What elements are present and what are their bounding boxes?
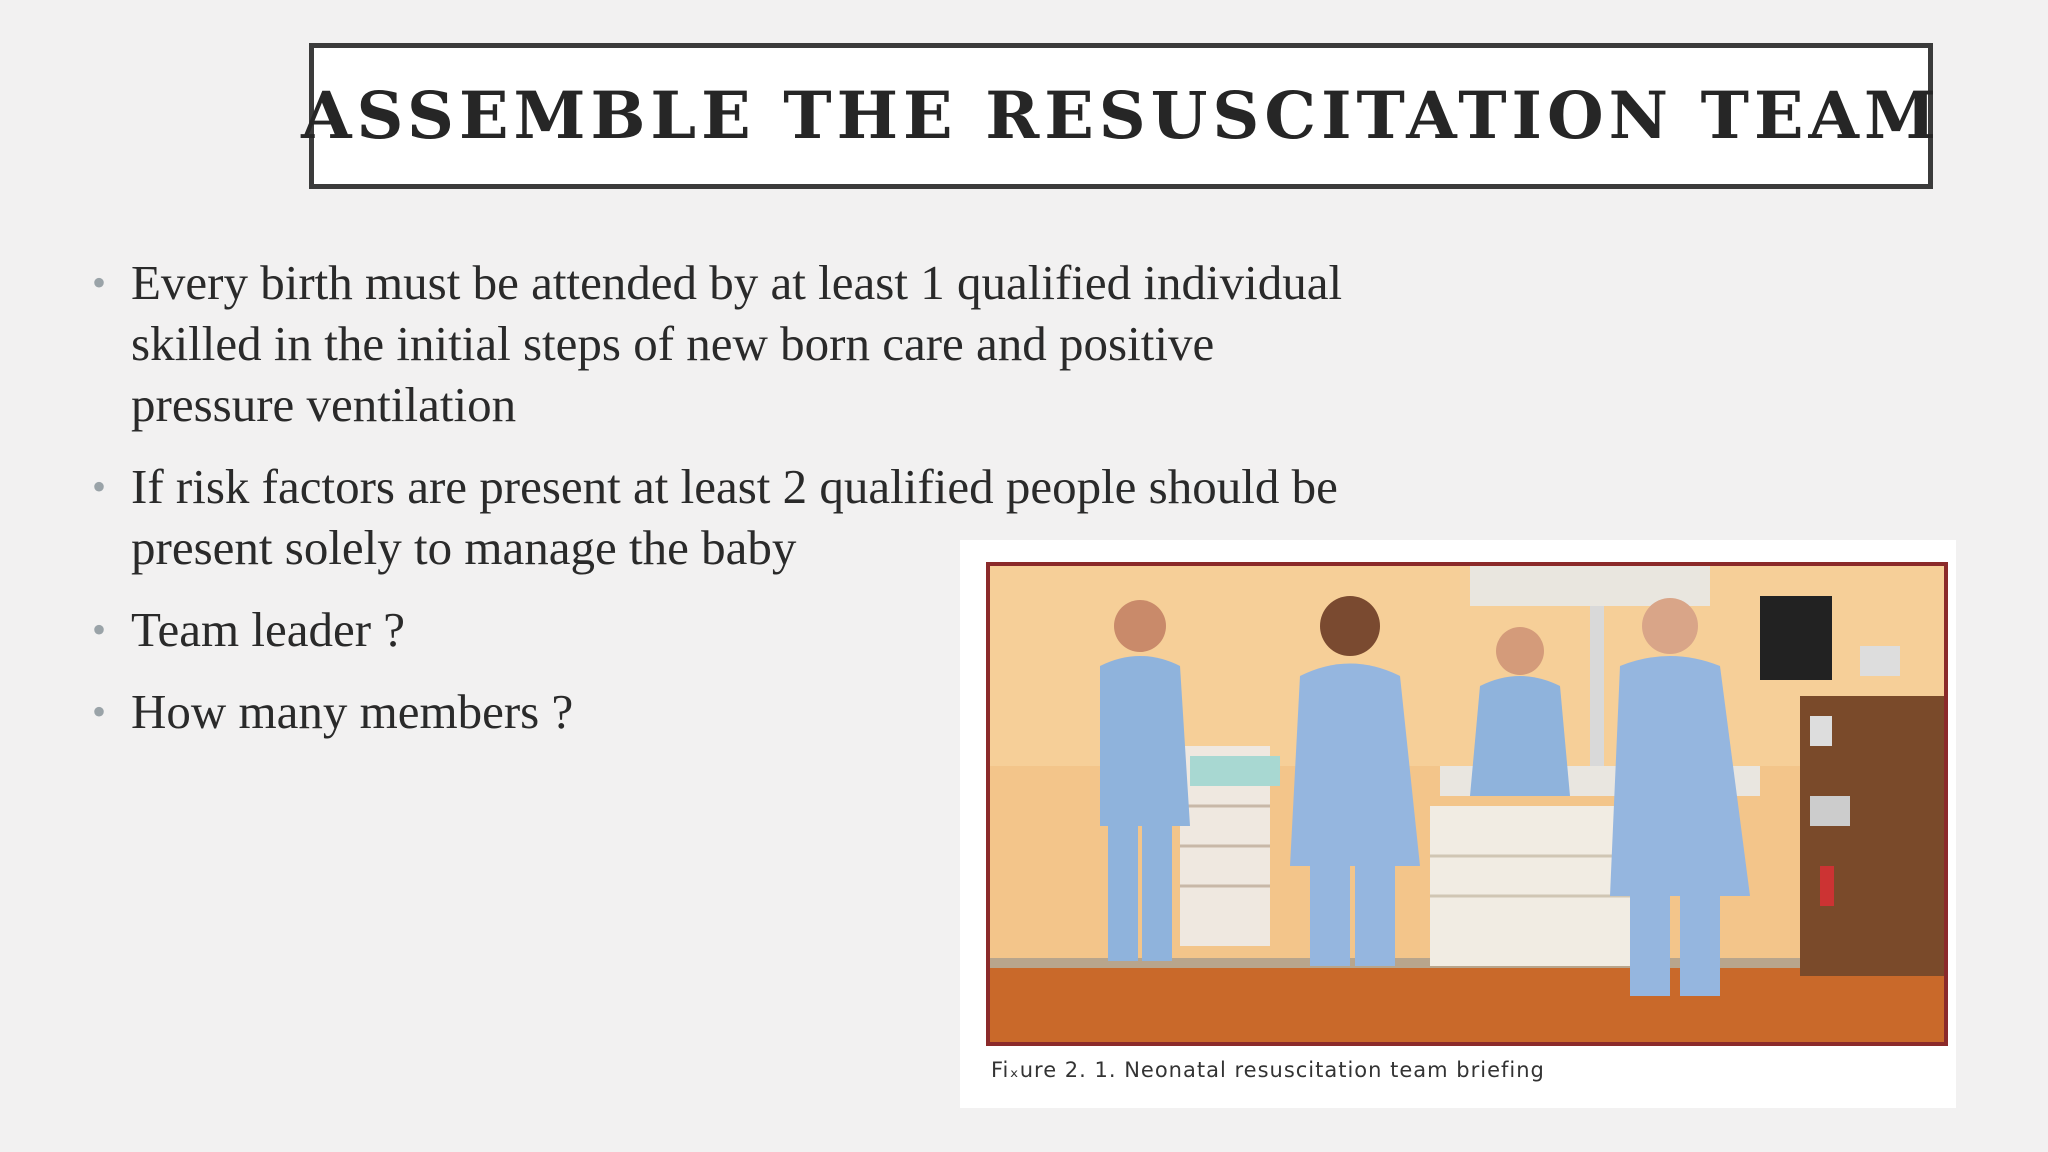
photo-illustration <box>990 566 1944 1042</box>
figure <box>960 540 1956 1108</box>
figure-caption: Fiₓure 2. 1. Neonatal resuscitation team briefing <box>991 1058 1545 1082</box>
slide-title-box <box>301 43 1941 189</box>
bullet-text: If risk factors are present at least 2 qualified people should be present solely to manage the baby <box>131 459 1338 575</box>
bullet-marker-icon: • <box>92 260 107 305</box>
team-briefing-photo <box>986 562 1948 1046</box>
bullet-text: Every birth must be attended by at least 1 qualified individual skilled in the initial steps of new born care and positive pressure ventilation <box>131 255 1343 432</box>
bullet-item <box>92 252 1371 435</box>
bullet-marker-icon: • <box>92 464 107 509</box>
bullet-text: How many members ? <box>131 684 574 739</box>
bullet-text: Team leader ? <box>131 602 406 657</box>
bullet-marker-icon: • <box>92 607 107 652</box>
bullet-marker-icon: • <box>92 689 107 734</box>
slide-title: ASSEMBLE THE RESUSCITATION TEAM <box>301 78 1941 154</box>
